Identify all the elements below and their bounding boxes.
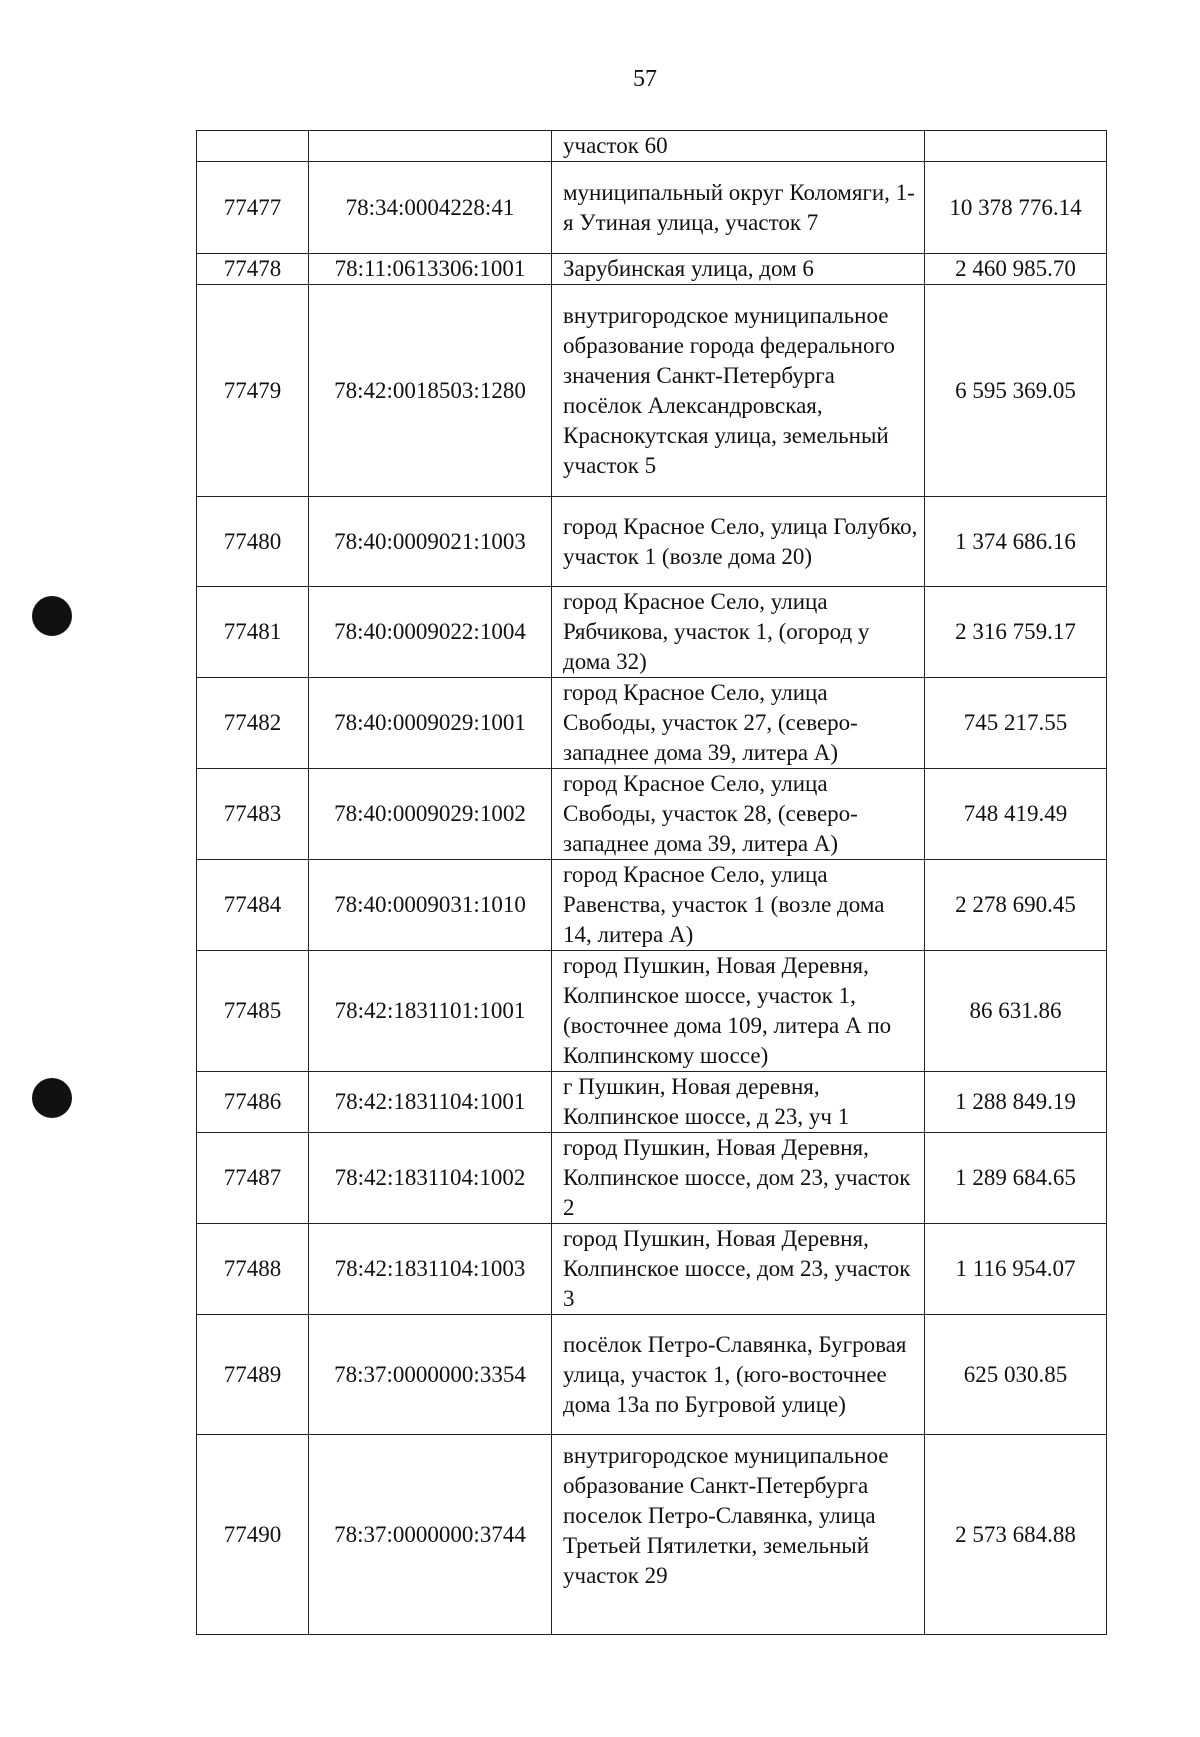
- table-row: [197, 162, 1107, 254]
- cadastral-number: 78:40:0009022:1004: [309, 587, 552, 678]
- plot-address: город Красное Село, улица Рябчикова, участок 1, (огород у дома 32): [552, 587, 925, 678]
- row-number: 77480: [197, 497, 309, 587]
- row-number: 77478: [197, 254, 309, 285]
- plot-address: город Красное Село, улица Равенства, участок 1 (возле дома 14, литера А): [552, 860, 925, 951]
- cadastral-value: [925, 131, 1107, 162]
- row-number: 77484: [197, 860, 309, 951]
- table-row: [197, 860, 1107, 951]
- plot-address: город Красное Село, улица Свободы, участок 27, (северо-западнее дома 39, литера А): [552, 678, 925, 769]
- cadastral-value: 10 378 776.14: [925, 162, 1107, 254]
- punch-hole-mark: [32, 1078, 72, 1118]
- cadastral-value: 1 288 849.19: [925, 1072, 1107, 1133]
- plot-address: город Пушкин, Новая Деревня, Колпинское шоссе, дом 23, участок 2: [552, 1133, 925, 1224]
- cadastral-value: 2 316 759.17: [925, 587, 1107, 678]
- cadastral-value: 1 289 684.65: [925, 1133, 1107, 1224]
- cadastral-number: 78:11:0613306:1001: [309, 254, 552, 285]
- table-row: [197, 285, 1107, 497]
- row-number: 77489: [197, 1315, 309, 1435]
- cadastral-number: 78:34:0004228:41: [309, 162, 552, 254]
- cadastral-number: 78:42:1831104:1003: [309, 1224, 552, 1315]
- cadastral-number: 78:40:0009029:1001: [309, 678, 552, 769]
- table-row: [197, 254, 1107, 285]
- cadastral-number: [309, 131, 552, 162]
- table-row: [197, 1315, 1107, 1435]
- row-number: 77485: [197, 951, 309, 1072]
- table-row: [197, 131, 1107, 162]
- table-row: [197, 497, 1107, 587]
- cadastral-value: 2 278 690.45: [925, 860, 1107, 951]
- cadastral-number: 78:42:0018503:1280: [309, 285, 552, 497]
- plot-address: участок 60: [552, 131, 925, 162]
- page-number: 57: [633, 66, 657, 92]
- cadastral-value: 86 631.86: [925, 951, 1107, 1072]
- punch-hole-mark: [32, 596, 72, 636]
- plot-address: город Пушкин, Новая Деревня, Колпинское шоссе, участок 1, (восточнее дома 109, литера А по Колпинскому шоссе): [552, 951, 925, 1072]
- cadastral-number: 78:42:1831104:1002: [309, 1133, 552, 1224]
- table-row: [197, 1072, 1107, 1133]
- plot-address: город Пушкин, Новая Деревня, Колпинское шоссе, дом 23, участок 3: [552, 1224, 925, 1315]
- table-row: [197, 587, 1107, 678]
- table-row: [197, 1133, 1107, 1224]
- cadastral-value: 745 217.55: [925, 678, 1107, 769]
- row-number: 77490: [197, 1435, 309, 1635]
- cadastral-value: 6 595 369.05: [925, 285, 1107, 497]
- cadastral-number: 78:42:1831104:1001: [309, 1072, 552, 1133]
- cadastral-number: 78:40:0009031:1010: [309, 860, 552, 951]
- cadastral-value: 748 419.49: [925, 769, 1107, 860]
- plot-address: г Пушкин, Новая деревня, Колпинское шоссе, д 23, уч 1: [552, 1072, 925, 1133]
- row-number: 77477: [197, 162, 309, 254]
- plot-address: Зарубинская улица, дом 6: [552, 254, 925, 285]
- table-row: [197, 1224, 1107, 1315]
- row-number: [197, 131, 309, 162]
- cadastral-value: 2 573 684.88: [925, 1435, 1107, 1635]
- table-row: [197, 678, 1107, 769]
- cadastral-number: 78:37:0000000:3744: [309, 1435, 552, 1635]
- plot-address: город Красное Село, улица Голубко, участок 1 (возле дома 20): [552, 497, 925, 587]
- cadastral-value: 625 030.85: [925, 1315, 1107, 1435]
- cadastral-value: 1 374 686.16: [925, 497, 1107, 587]
- row-number: 77479: [197, 285, 309, 497]
- cadastral-number: 78:40:0009029:1002: [309, 769, 552, 860]
- row-number: 77488: [197, 1224, 309, 1315]
- plot-address: внутригородское муниципальное образование города федерального значения Санкт-Петербурга посёлок Александровская, Краснокутская улица, земельный участок 5: [552, 285, 925, 497]
- plot-address: внутригородское муниципальное образование Санкт-Петербурга поселок Петро-Славянка, улица Третьей Пятилетки, земельный участок 29: [552, 1435, 925, 1635]
- cadastral-number: 78:37:0000000:3354: [309, 1315, 552, 1435]
- row-number: 77483: [197, 769, 309, 860]
- plot-address: город Красное Село, улица Свободы, участок 28, (северо-западнее дома 39, литера А): [552, 769, 925, 860]
- table-row: [197, 1435, 1107, 1635]
- row-number: 77481: [197, 587, 309, 678]
- row-number: 77486: [197, 1072, 309, 1133]
- table-row: [197, 769, 1107, 860]
- cadastral-number: 78:42:1831101:1001: [309, 951, 552, 1072]
- cadastral-number: 78:40:0009021:1003: [309, 497, 552, 587]
- cadastral-value: 1 116 954.07: [925, 1224, 1107, 1315]
- cadastral-value: 2 460 985.70: [925, 254, 1107, 285]
- plot-address: муниципальный округ Коломяги, 1-я Утиная улица, участок 7: [552, 162, 925, 254]
- land-plot-table: [196, 130, 1107, 1635]
- table-row: [197, 951, 1107, 1072]
- plot-address: посёлок Петро-Славянка, Бугровая улица, участок 1, (юго-восточнее дома 13а по Бугровой улице): [552, 1315, 925, 1435]
- row-number: 77487: [197, 1133, 309, 1224]
- row-number: 77482: [197, 678, 309, 769]
